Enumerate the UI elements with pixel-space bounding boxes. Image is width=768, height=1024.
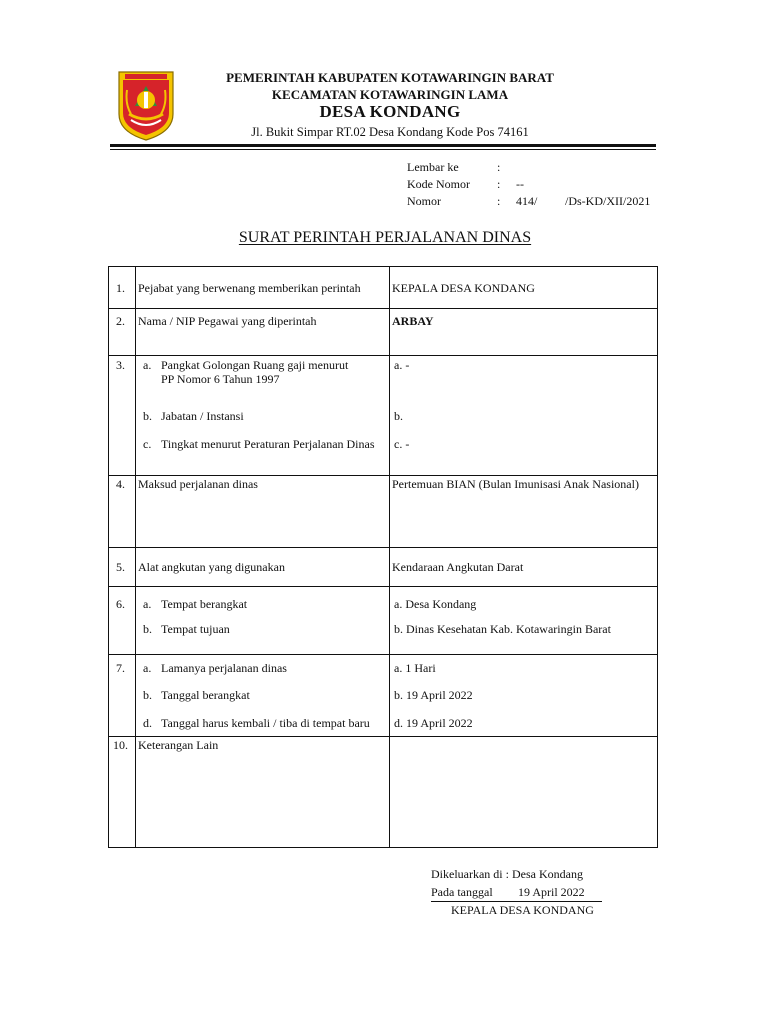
header-divider-thin bbox=[110, 149, 656, 150]
document-title: SURAT PERINTAH PERJALANAN DINAS bbox=[238, 229, 532, 246]
sub-label: Tanggal berangkat bbox=[161, 688, 250, 702]
date-label: Pada tanggal bbox=[431, 885, 493, 899]
row-number: 10. bbox=[113, 738, 128, 752]
row-label: Keterangan Lain bbox=[138, 738, 219, 752]
row-label: Nama / NIP Pegawai yang diperintah bbox=[138, 314, 317, 328]
row-label: Alat angkutan yang digunakan bbox=[138, 560, 285, 574]
sub-value: a. - bbox=[394, 358, 410, 372]
meta-nomor-suffix: /Ds-KD/XII/2021 bbox=[565, 194, 651, 208]
sub-letter: c. bbox=[143, 437, 152, 451]
row-divider bbox=[108, 547, 658, 548]
meta-kode-value: -- bbox=[516, 177, 524, 191]
column-divider bbox=[135, 266, 136, 848]
row-divider bbox=[108, 654, 658, 655]
header-government: PEMERINTAH KABUPATEN KOTAWARINGIN BARAT bbox=[226, 70, 554, 85]
sub-label: Tempat berangkat bbox=[161, 597, 248, 611]
sub-letter: b. bbox=[143, 622, 152, 636]
meta-nomor-label: Nomor bbox=[407, 194, 441, 208]
row-number: 1. bbox=[116, 281, 125, 295]
row-number: 6. bbox=[116, 597, 125, 611]
signature-divider bbox=[431, 901, 602, 902]
meta-lembar-colon: : bbox=[497, 160, 501, 174]
row-divider bbox=[108, 308, 658, 309]
row-value: Pertemuan BIAN (Bulan Imunisasi Anak Nasional) bbox=[392, 477, 639, 491]
sub-label: PP Nomor 6 Tahun 1997 bbox=[161, 372, 280, 386]
date-value: 19 April 2022 bbox=[518, 885, 585, 899]
sub-value: b. bbox=[394, 409, 403, 423]
header-district: KECAMATAN KOTAWARINGIN LAMA bbox=[271, 87, 509, 102]
meta-nomor-value: 414/ bbox=[516, 194, 538, 208]
column-divider bbox=[389, 266, 390, 848]
sub-label: Tanggal harus kembali / tiba di tempat baru bbox=[161, 716, 370, 730]
sub-letter: b. bbox=[143, 688, 152, 702]
row-divider bbox=[108, 736, 658, 737]
meta-kode-colon: : bbox=[497, 177, 501, 191]
row-number: 2. bbox=[116, 314, 125, 328]
employee-name: ARBAY bbox=[392, 314, 434, 328]
row-value: Kendaraan Angkutan Darat bbox=[392, 560, 524, 574]
sub-label: Pangkat Golongan Ruang gaji menurut bbox=[161, 358, 349, 372]
row-divider bbox=[108, 586, 658, 587]
row-label: Pejabat yang berwenang memberikan perintah bbox=[138, 281, 361, 295]
travel-order-table bbox=[108, 266, 658, 848]
sub-label: Tempat tujuan bbox=[161, 622, 230, 636]
header-address: Jl. Bukit Simpar RT.02 Desa Kondang Kode Pos 74161 bbox=[251, 125, 529, 139]
sub-value: a. 1 Hari bbox=[394, 661, 436, 675]
row-divider bbox=[108, 475, 658, 476]
sub-value: c. - bbox=[394, 437, 410, 451]
row-label: Maksud perjalanan dinas bbox=[138, 477, 258, 491]
row-number: 4. bbox=[116, 477, 125, 491]
sub-value: d. 19 April 2022 bbox=[394, 716, 473, 730]
sub-value: a. Desa Kondang bbox=[394, 597, 477, 611]
issued-at: Dikeluarkan di : Desa Kondang bbox=[431, 867, 583, 881]
sub-value: b. Dinas Kesehatan Kab. Kotawaringin Barat bbox=[394, 622, 611, 636]
sub-label: Tingkat menurut Peraturan Perjalanan Dinas bbox=[161, 437, 375, 451]
meta-lembar-label: Lembar ke bbox=[407, 160, 459, 174]
sub-label: Jabatan / Instansi bbox=[161, 409, 244, 423]
row-divider bbox=[108, 355, 658, 356]
sub-letter: a. bbox=[143, 661, 152, 675]
row-number: 3. bbox=[116, 358, 125, 372]
sub-letter: b. bbox=[143, 409, 152, 423]
sub-letter: d. bbox=[143, 716, 152, 730]
meta-nomor-colon: : bbox=[497, 194, 501, 208]
row-number: 5. bbox=[116, 560, 125, 574]
sub-label: Lamanya perjalanan dinas bbox=[161, 661, 287, 675]
sub-value: b. 19 April 2022 bbox=[394, 688, 473, 702]
meta-kode-label: Kode Nomor bbox=[407, 177, 470, 191]
signatory-position: KEPALA DESA KONDANG bbox=[451, 903, 594, 917]
sub-letter: a. bbox=[143, 358, 152, 372]
row-value: KEPALA DESA KONDANG bbox=[392, 281, 535, 295]
header-divider bbox=[110, 144, 656, 147]
sub-letter: a. bbox=[143, 597, 152, 611]
row-number: 7. bbox=[116, 661, 125, 675]
header-village: DESA KONDANG bbox=[319, 102, 461, 121]
